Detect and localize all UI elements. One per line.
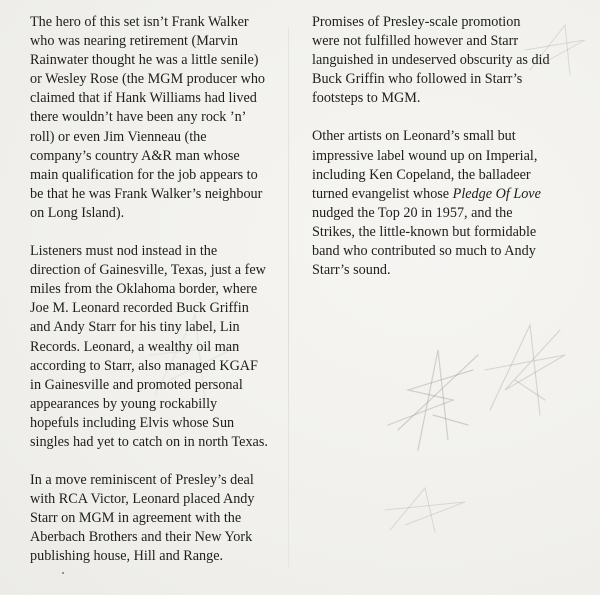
right-paragraph-2 [312,127,574,280]
left-paragraph-3: In a move reminiscent of Presley’s deal with RCA Victor, Leonard placed Andy Starr on MGM in agreement with the Aberbach Brothers and their New York publishing house, Hill and Range. [30,472,255,565]
print-speck [62,572,64,574]
right-paragraph-2-text-b: nudged the Top 20 in 1957, and the Strikes, the little-known but formidable band who contributed so much to Andy Starr’s sound. [312,204,537,279]
left-paragraph-2: Listeners must nod instead in the direction of Gainesville, Texas, just a few miles from the Oklahoma border, where Joe M. Leonard recorded Buck Griffin and Andy Starr for his tiny label, Lin Records. Leonard, a wealthy oil man according to Starr, also managed KGAF in Gainesville and promoted personal appearances by young rockabilly hopefuls including Elvis whose Sun singles had yet to catch on in north Texas. [30,243,268,450]
left-paragraph-1: The hero of this set isn’t Frank Walker who was nearing retirement (Marvin Rainwater thought he was a little senile) or Wesley Rose (the MGM producer who claimed that if Hank Williams had lived there wouldn’t have been any rock ’n’ roll) or even Jim Vienneau (the company’s country A&R man whose main qualification for the job appears to be that he was Frank Walker’s neighbour on Long Island). [30,14,266,221]
star-watermark-1 [378,330,498,460]
column-divider [288,28,289,568]
right-paragraph-1: Promises of Presley-scale promotion were not fulfilled however and Starr languished in undeserved obscurity as did Buck Griffin who followed in Starr’s footsteps to MGM. [312,14,550,107]
right-paragraph-2-text-a: Other artists on Leonard’s small but impressive label wound up on Imperial, including Ken Copeland, the balladeer turned evangelist whose [312,128,538,202]
left-column [30,13,285,586]
song-title-pledge-of-love: Pledge Of Love [452,185,541,202]
star-watermark-4 [380,480,470,540]
right-column [312,13,574,299]
star-watermark-2 [475,310,575,430]
